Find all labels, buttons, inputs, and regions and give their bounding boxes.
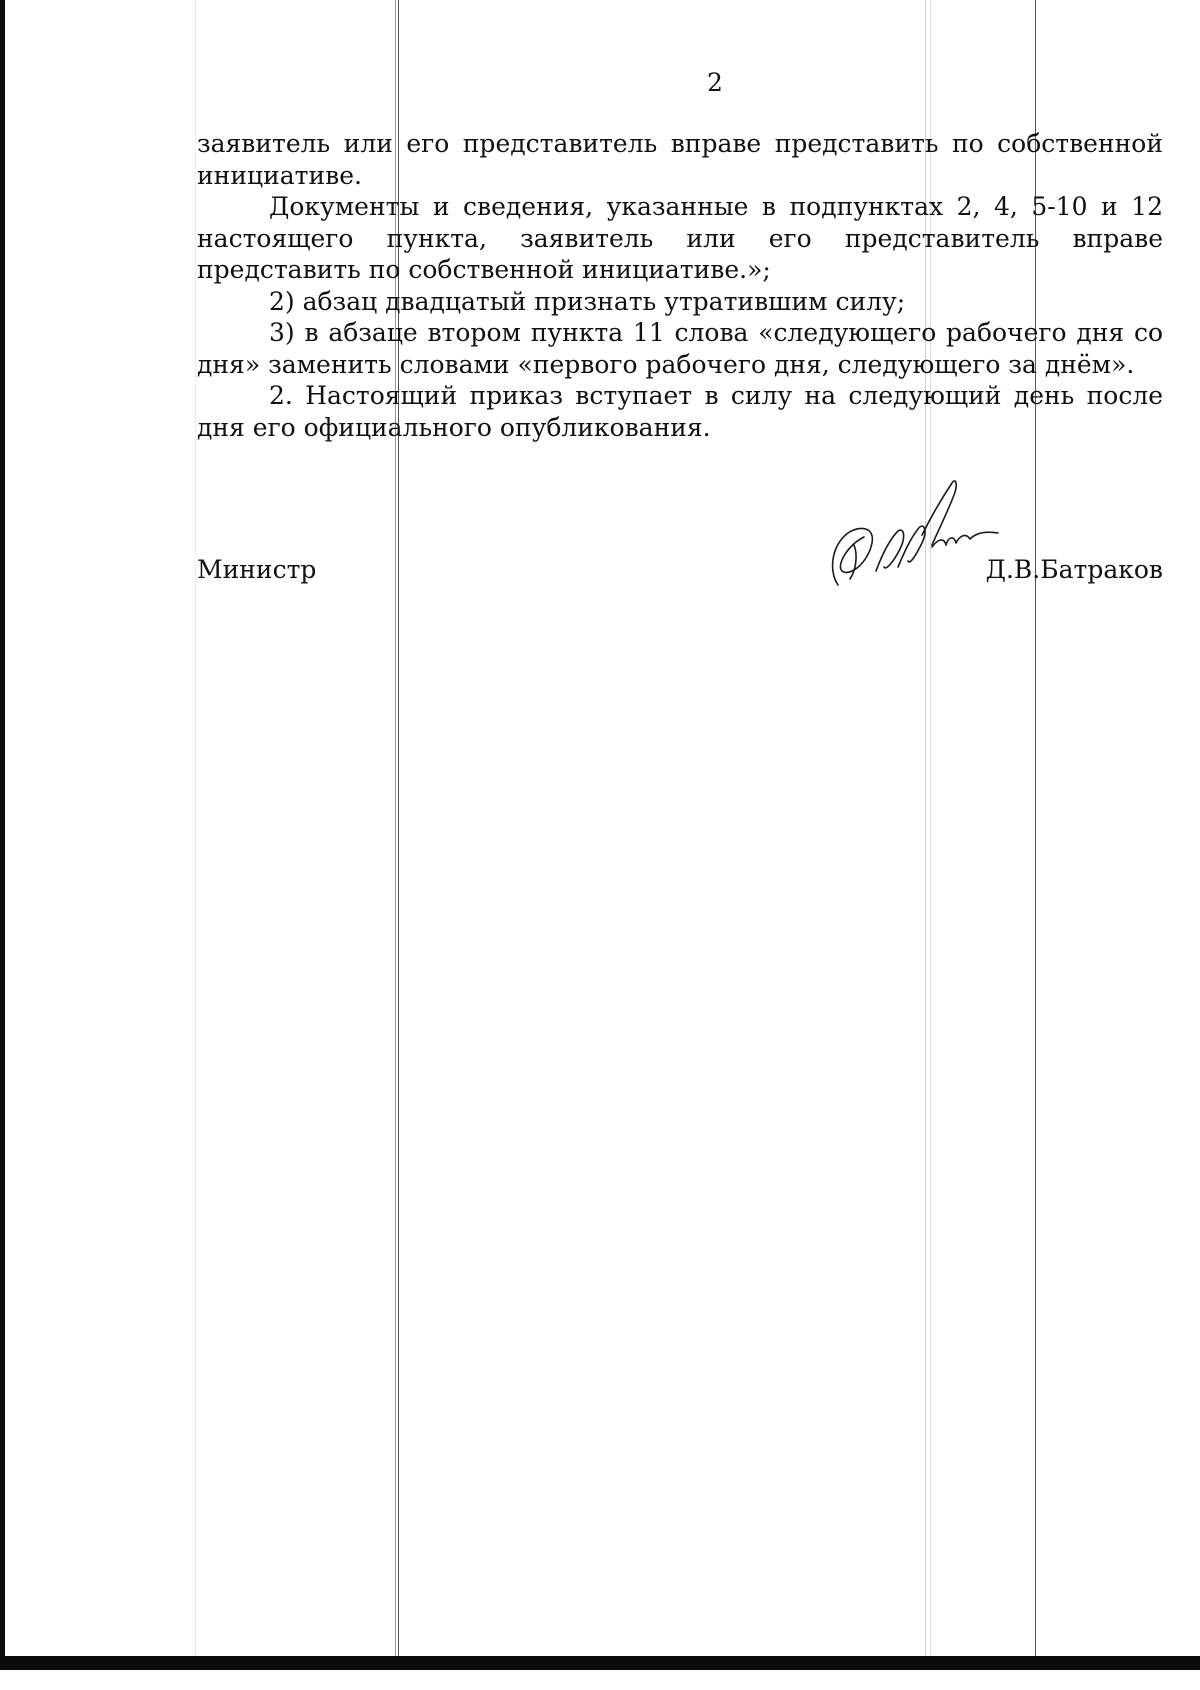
signatory-title: Министр <box>197 555 317 584</box>
scan-bottom-edge <box>0 1656 1200 1670</box>
document-body <box>197 128 1163 443</box>
scan-artifact-line <box>195 0 196 1660</box>
paragraph: заявитель или его представитель вправе представить по собственной инициативе. <box>197 129 1163 190</box>
paragraph: 3) в абзаце втором пункта 11 слова «следующего рабочего дня со дня» заменить словами «первого рабочего дня, следующего за днём». <box>197 318 1163 379</box>
paragraph: 2) абзац двадцатый признать утратившим силу; <box>269 286 906 316</box>
signature-block <box>197 545 1163 605</box>
signatory-name: Д.В.Батраков <box>985 555 1163 584</box>
paragraph: 2. Настоящий приказ вступает в силу на следующий день после дня его официального опубликования. <box>197 381 1163 442</box>
page-number: 2 <box>707 68 723 97</box>
scan-left-edge <box>0 0 5 1670</box>
paragraph: Документы и сведения, указанные в подпунктах 2, 4, 5-10 и 12 настоящего пункта, заявитель или его представитель вправе представить по собственной инициативе.»; <box>197 192 1163 284</box>
